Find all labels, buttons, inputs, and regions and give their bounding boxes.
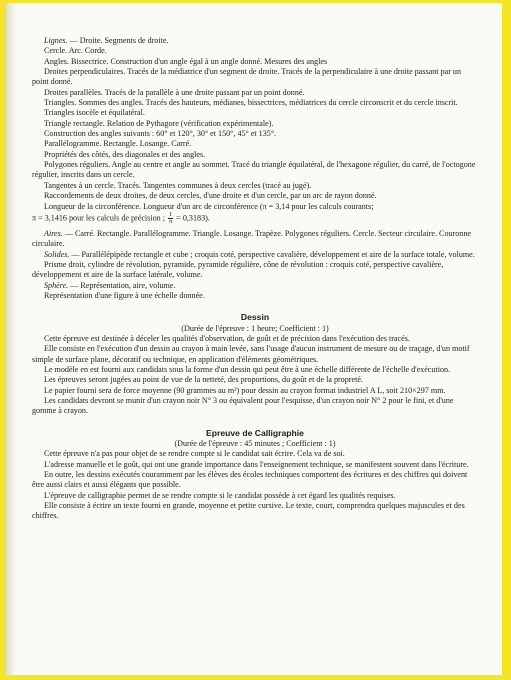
geometry-line: Cercle. Arc. Corde. — [44, 46, 107, 56]
pi-text-b: = 0,3183). — [176, 213, 210, 223]
dessin-paragraph: Le papier fourni sera de force moyenne (90 grammes au m²) pour dessin au crayon format industriel A L, soit 210×297 mm. — [44, 385, 446, 395]
page-content — [32, 36, 478, 522]
sphere-label: Sphère. — [44, 280, 69, 290]
dessin-heading: Dessin — [240, 312, 270, 323]
dessin-paragraph: Elle consiste en l'exécution d'un dessin au crayon à main levée, sans l'usage d'aucun instrument de mesure ou de traçage, d'un motif simple de surface plane, décoratif ou technique, en application d'éléments géométriques. — [32, 344, 470, 364]
page-edge-shadow — [6, 3, 16, 675]
circumference-text: Longueur de la circonférence. Longueur d'un arc de circonférence (π = 3,14 pour les calculs courants; — [44, 201, 374, 211]
calligraphie-paragraph: L'épreuve de calligraphie permet de se rendre compte si le candidat possède à cet égard les qualités requises. — [44, 490, 396, 500]
lignes-text: — Droite. Segments de droite. — [67, 36, 169, 45]
calligraphie-heading: Epreuve de Calligraphie — [206, 427, 304, 438]
solides-text: — Parallélépipède rectangle et cube ; croquis coté, perspective cavalière, développement et aire de la surface totale, volume. — [69, 249, 475, 259]
dessin-paragraph: Cette épreuve est destinée à déceler les qualités d'observation, de goût et de précision dans l'exécution des tracés. — [44, 333, 410, 343]
dessin-paragraph: Les candidats devront se munir d'un crayon noir N° 3 ou équivalent pour l'esquisse, d'un crayon noir N° 2 pour le fini, et d'une gomme à crayon. — [32, 396, 454, 416]
geometry-line: Angles. Bissectrice. Construction d'un angle égal à un angle donné. Mesures des angles — [44, 56, 328, 66]
lignes-label: Lignes. — [44, 36, 68, 45]
calligraphie-subtitle: (Durée de l'épreuve : 45 minutes ; Coefficient : 1) — [174, 439, 336, 449]
fraction-numerator: 1 — [168, 210, 173, 218]
document-page — [6, 3, 502, 675]
calligraphie-paragraph: L'adresse manuelle et le goût, qui ont une grande importance dans l'enseignement technique, se manifestent souvent dans l'écriture. — [44, 459, 469, 469]
dessin-paragraph: Le modèle en est fourni aux candidats sous la forme d'un dessin qui peut être à une échelle différente de l'échelle d'exécution. — [44, 364, 451, 374]
pi-precision-line — [32, 212, 478, 225]
geometry-line: Parallélogramme. Rectangle. Losange. Carré. — [44, 139, 192, 149]
geometry-line: Droites parallèles. Tracés de la parallèle à une droite passant par un point donné. — [44, 87, 305, 97]
prisme-line: Prisme droit, cylindre de révolution, pyramide, pyramide régulière, cône de révolution : croquis coté, perspective cavalière, développement et aire de la surface latérale, volume. — [32, 259, 444, 280]
aires-text: — Carré. Rectangle. Parallélogramme. Triangle. Losange. Trapèze. Polygones réguliers. Cercle. Secteur circulaire. Couronne circulaire. — [32, 228, 471, 249]
reciprocal-pi-fraction — [168, 212, 173, 225]
circumference-line — [32, 202, 478, 212]
geometry-line: Tangentes à un cercle. Tracés. Tangentes communes à deux cercles (tracé au jugé). — [44, 180, 312, 190]
geometry-line: Triangle rectangle. Relation de Pythagore (vérification expérimentale). — [44, 118, 274, 128]
geometry-line: Polygones réguliers. Angle au centre et angle au sommet. Tracé du triangle équilatéral, de l'hexagone régulier, du carré, de l'octogone régulier, inscrits dans un cercle. — [32, 160, 476, 180]
aires-line — [32, 229, 478, 250]
lignes-line — [32, 36, 478, 46]
echelle-line: Représentation d'une figure à une échelle donnée. — [44, 290, 205, 300]
calligraphie-paragraph: Cette épreuve n'a pas pour objet de se rendre compte si le candidat sait écrire. Cela va de soi. — [44, 449, 345, 459]
fraction-denominator: π — [168, 217, 173, 225]
geometry-line: Droites perpendiculaires. Tracés de la médiatrice d'un segment de droite. Tracés de la perpendiculaire à une droite passant par un point donné. — [32, 67, 462, 87]
geometry-line: Triangles isocèle et équilatéral. — [44, 108, 145, 118]
sphere-text: — Représentation, aire, volume. — [68, 280, 176, 290]
aires-label: Aires. — [44, 228, 63, 238]
calligraphie-paragraph: Elle consiste à écrire un texte fourni en grande, moyenne et petite cursive. Le texte, court, comprendra quelques majuscules et des chiffres. — [32, 501, 465, 521]
pi-text-a: π = 3,1416 pour les calculs de précision ; — [32, 213, 165, 223]
dessin-paragraph: Les épreuves seront jugées au point de vue de la netteté, des proportions, du goût et de la propreté. — [44, 375, 363, 385]
solides-label: Solides. — [44, 249, 70, 259]
geometry-line: Propriétés des côtés, des diagonales et des angles. — [44, 149, 206, 159]
geometry-line: Raccordements de deux droites, de deux cercles, d'une droite et d'un cercle, par un arc de rayon donné. — [44, 191, 377, 201]
calligraphie-paragraph: En outre, les dessins exécutés couramment par les élèves des écoles techniques comportent des écritures et des chiffres qui doivent être aussi clairs et aussi élégants que possible. — [32, 470, 468, 490]
geometry-line: Construction des angles suivants : 60° et 120°, 30° et 150°, 45° et 135°. — [44, 129, 277, 139]
sphere-line — [32, 281, 478, 291]
solides-line — [32, 250, 478, 260]
geometry-line: Triangles. Sommes des angles. Tracés des hauteurs, médianes, bissectrices, médiatrices du cercle circonscrit et du cercle inscrit. — [44, 98, 458, 108]
dessin-subtitle: (Durée de l'épreuve : 1 heure; Coefficient : 1) — [181, 323, 329, 333]
